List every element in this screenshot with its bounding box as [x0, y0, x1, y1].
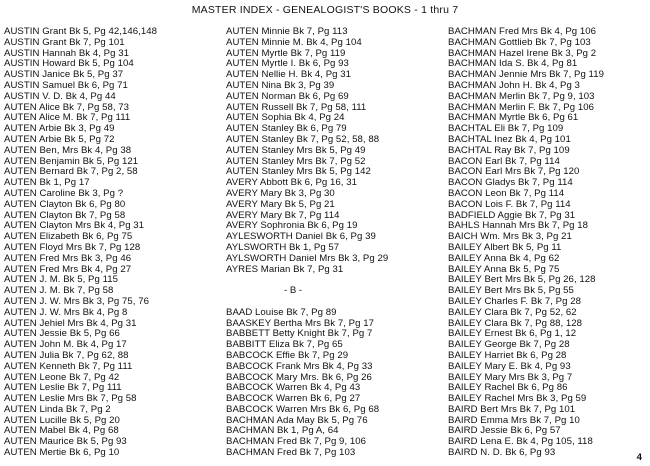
index-entry: AUTEN Myrtle I. Bk 6, Pg 93 [226, 58, 349, 70]
page-number: 4 [636, 452, 642, 463]
index-entry: BAASKEY Bertha Mrs Bk 7, Pg 17 [226, 317, 374, 329]
index-entry: AUSTIN Janice Bk 5, Pg 37 [4, 69, 124, 81]
index-entry: BACHMAN Merlin F. Bk 7, Pg 106 [448, 101, 594, 113]
index-entry: BAIRD Lena E. Bk 4, Pg 105, 118 [448, 436, 593, 448]
index-entry: BACON Leon Bk 7, Pg 114 [448, 187, 565, 199]
index-entry: BACHMAN Fred Mrs Bk 4, Pg 106 [448, 26, 597, 37]
index-entry: BABCOCK Frank Mrs Bk 4, Pg 33 [226, 360, 373, 372]
index-entry: AUTEN Stanley Bk 7, Pg 52, 58, 88 [226, 133, 380, 145]
index-entry: BAILEY Clara Bk 7, Pg 88, 128 [448, 317, 583, 329]
index-entry: BACON Earl Bk 7, Pg 114 [448, 155, 560, 167]
index-entry: BAILEY Anna Bk 4, Pg 62 [448, 252, 560, 264]
index-entry: BAILEY Mary Mrs Bk 3, Pg 7 [448, 371, 573, 383]
index-entry: BAIRD N. D. Bk 6, Pg 93 [448, 447, 556, 459]
index-entry: BACHMAN Jennie Mrs Bk 7, Pg 119 [448, 69, 604, 81]
index-entry: AUTEN Linda Bk 7, Pg 2 [4, 403, 111, 415]
index-entry: BAILEY Bert Mrs Bk 5, Pg 26, 128 [448, 274, 596, 286]
index-entry: AUTEN Clayton Bk 7, Pg 58 [4, 209, 126, 221]
index-entry: AUTEN Fred Mrs Bk 3, Pg 46 [4, 252, 132, 264]
index-entry: BACHMAN Myrtle Bk 6, Pg 61 [448, 112, 579, 124]
index-entry: BACHTAL Eli Bk 7, Pg 109 [448, 123, 564, 135]
index-entry: AUTEN J. M. Bk 7, Pg 58 [4, 285, 114, 297]
index-entry: BACHMAN Fred Bk 7, Pg 9, 106 [226, 436, 367, 448]
index-entry: AUTEN Sophia Bk 4, Pg 24 [226, 112, 345, 124]
index-entry: BAILEY Ernest Bk 6, Pg 1, 12 [448, 328, 577, 340]
index-entry: AUTEN Stanley Bk 6, Pg 79 [226, 123, 347, 135]
index-entry: BACHTAL Ray Bk 7, Pg 109 [448, 144, 570, 156]
index-entry: BAIRD Bert Mrs Bk 7, Pg 101 [448, 403, 576, 415]
index-entry: AUTEN Elizabeth Bk 6, Pg 75 [4, 231, 133, 243]
index-entry: BACHMAN Fred Bk 7, Pg 103 [226, 447, 356, 459]
index-entry: BABCOCK Warren Mrs Bk 6, Pg 68 [226, 403, 380, 415]
page-title: MASTER INDEX - GENEALOGIST'S BOOKS - 1 thru 7 [191, 4, 459, 16]
index-entry: AVERY Mary Bk 7, Pg 114 [226, 209, 340, 221]
index-entry: AYLSWORTH Bk 1, Pg 57 [226, 241, 340, 253]
index-entry: AUTEN Mertie Bk 6, Pg 10 [4, 447, 120, 459]
index-entry: BAIRD Emma Mrs Bk 7, Pg 10 [448, 414, 580, 426]
index-entry: BAILEY Rachel Bk 6, Pg 86 [448, 382, 568, 394]
index-entry: AUTEN Maurice Bk 5, Pg 93 [4, 436, 127, 448]
index-entry: BABCOCK Warren Bk 6, Pg 27 [226, 393, 361, 405]
index-entry: BABBITT Eliza Bk 7, Pg 65 [226, 339, 343, 351]
index-entry: AUTEN Minnie M. Bk 4, Pg 104 [226, 36, 362, 48]
index-entry: AUTEN Bernard Bk 7, Pg 2, 58 [4, 166, 138, 178]
index-entry: BACHMAN Ida S. Bk 4, Pg 81 [448, 58, 578, 70]
index-entry: BAILEY Mary E. Bk 4, Pg 93 [448, 360, 571, 372]
section-letter-heading: - B - [284, 285, 303, 297]
index-entry: AUSTIN V. D. Bk 4, Pg 44 [4, 90, 116, 102]
index-entry: AUTEN Alice Bk 7, Pg 58, 73 [4, 101, 130, 113]
index-entry: BAILEY Charles F. Bk 7, Pg 28 [448, 295, 581, 307]
index-entry: AUTEN Mabel Bk 4, Pg 68 [4, 425, 119, 437]
index-entry: AUTEN Fred Mrs Bk 4, Pg 27 [4, 263, 132, 275]
index-entry: AUTEN Kenneth Bk 7, Pg 111 [4, 360, 133, 372]
index-entry: BACHTAL Inez Bk 4, Pg 101 [448, 133, 571, 145]
index-entry: AUTEN Lucille Bk 5, Pg 20 [4, 414, 120, 426]
index-entry: AYLESWORTH Daniel Bk 6, Pg 39 [226, 231, 376, 243]
index-entry: AUSTIN Samuel Bk 6, Pg 71 [4, 79, 128, 91]
index-entry: BAILEY Anna Bk 5, Pg 75 [448, 263, 560, 275]
index-entry: AUTEN Clayton Bk 6, Pg 80 [4, 198, 126, 210]
index-entry: AYLSWORTH Daniel Mrs Bk 3, Pg 29 [226, 252, 389, 264]
index-entry: AUTEN Clayton Mrs Bk 4, Pg 31 [4, 220, 145, 232]
index-entry: BACHMAN Hazel Irene Bk 3, Pg 2 [448, 47, 597, 59]
index-entry: AUTEN Stanley Mrs Bk 7, Pg 52 [226, 155, 366, 167]
index-entry: BAILEY Clara Bk 7, Pg 52, 62 [448, 306, 577, 318]
index-entry: AUTEN Russell Bk 7, Pg 58, 111 [226, 101, 367, 113]
index-entry: AVERY Mary Bk 3, Pg 30 [226, 187, 335, 199]
index-entry: BAIRD Jessie Bk 6, Pg 57 [448, 425, 561, 437]
index-entry: AUSTIN Howard Bk 5, Pg 104 [4, 58, 134, 70]
index-entry: AUTEN J. W. Mrs Bk 4, Pg 8 [4, 306, 128, 318]
index-column-3 [448, 27, 650, 459]
index-entry: AUTEN Leone Bk 7, Pg 42 [4, 371, 120, 383]
index-entry: BADFIELD Aggie Bk 7, Pg 31 [448, 209, 576, 221]
index-entry: AUTEN Arbie Bk 5, Pg 72 [4, 133, 115, 145]
index-entry: AUTEN Bk 1, Pg 17 [4, 177, 90, 189]
index-entry: AUTEN Ben, Mrs Bk 4, Pg 38 [4, 144, 132, 156]
index-entry: AUTEN John M. Bk 4, Pg 17 [4, 339, 127, 351]
index-entry: AUTEN Jessie Bk 5, Pg 66 [4, 328, 120, 340]
index-entry: BAILEY Harriet Bk 6, Pg 28 [448, 349, 567, 361]
index-entry: AUTEN Floyd Mrs Bk 7, Pg 128 [4, 241, 141, 253]
index-entry: BABBETT Betty Knight Bk 7, Pg 7 [226, 328, 373, 340]
index-entry: AVERY Sophronia Bk 6, Pg 19 [226, 220, 358, 232]
index-entry: AUTEN Leslie Mrs Bk 7, Pg 58 [4, 393, 137, 405]
blank-line [226, 275, 446, 286]
index-entry: AUTEN Nina Bk 3, Pg 39 [226, 79, 335, 91]
index-entry: AUTEN Arbie Bk 3, Pg 49 [4, 123, 115, 135]
index-entry: AUTEN Alice M. Bk 7, Pg 111 [4, 112, 131, 124]
index-entry: AUSTIN Hannah Bk 4, Pg 31 [4, 47, 129, 59]
index-entry: BAILEY Rachel Mrs Bk 3, Pg 59 [448, 393, 587, 405]
index-entry: AYRES Marian Bk 7, Pg 31 [226, 263, 344, 275]
index-entry: BAILEY Bert Mrs Bk 5, Pg 55 [448, 285, 574, 297]
index-entry: AVERY Abbott Bk 6, Pg 16, 31 [226, 177, 358, 189]
index-entry: BACON Gladys Bk 7, Pg 114 [448, 177, 573, 189]
index-entry: BACON Earl Mrs Bk 7, Pg 120 [448, 166, 580, 178]
index-entry: BAILEY Albert Bk 5, Pg 11 [448, 241, 562, 253]
index-entry: AUTEN Stanley Mrs Bk 5, Pg 49 [226, 144, 366, 156]
index-entry: AUTEN Jehiel Mrs Bk 4, Pg 31 [4, 317, 137, 329]
index-entry: BAAD Louise Bk 7, Pg 89 [226, 306, 337, 318]
index-entry: AUTEN Minnie Bk 7, Pg 113 [226, 26, 348, 37]
index-entry: BABCOCK Effie Bk 7, Pg 29 [226, 349, 349, 361]
index-entry: AUSTIN Grant Bk 5, Pg 42,146,148 [4, 26, 158, 37]
index-entry: AUTEN Nellie H. Bk 4, Pg 31 [226, 69, 352, 81]
index-entry: BAHLS Hannah Mrs Bk 7, Pg 18 [448, 220, 589, 232]
index-entry: AUTEN Stanley Mrs Bk 5, Pg 142 [226, 166, 371, 178]
index-entry: AUTEN Norman Bk 6, Pg 69 [226, 90, 349, 102]
index-entry: AUTEN Leslie Bk 7, Pg 111 [4, 382, 122, 394]
index-entry: AUTEN J. M. Bk 5, Pg 115 [4, 274, 119, 286]
index-entry: AUTEN Benjamin Bk 5, Pg 121 [4, 155, 139, 167]
index-column-2 [226, 27, 446, 459]
index-entry: BAICH Wm. Mrs Bk 3, Pg 21 [448, 231, 572, 243]
index-entry: AUTEN J. W. Mrs Bk 3, Pg 75, 76 [4, 295, 149, 307]
index-entry: AUTEN Caroline Bk 3, Pg ? [4, 187, 124, 199]
index-entry: BABCOCK Warren Bk 4, Pg 43 [226, 382, 361, 394]
index-entry: BACHMAN John H. Bk 4, Pg 3 [448, 79, 580, 91]
index-entry: BACHMAN Ada May Bk 5, Pg 76 [226, 414, 368, 426]
index-entry: BACHMAN Bk 1, Pg A, 64 [226, 425, 339, 437]
index-entry: BACHMAN Gottlieb Bk 7, Pg 103 [448, 36, 591, 48]
index-entry: AUTEN Myrtle Bk 7, Pg 119 [226, 47, 346, 59]
index-entry: AUSTIN Grant Bk 7, Pg 101 [4, 36, 125, 48]
index-entry: AVERY Mary Bk 5, Pg 21 [226, 198, 335, 210]
index-entry: AUTEN Julia Bk 7, Pg 62, 88 [4, 349, 129, 361]
index-entry: BAILEY George Bk 7, Pg 28 [448, 339, 570, 351]
index-entry: BACON Lois F. Bk 7, Pg 114 [448, 198, 571, 210]
index-entry: BACHMAN Merlin Bk 7, Pg 9, 103 [448, 90, 595, 102]
index-entry: BABCOCK Mary Mrs. Bk 6, Pg 26 [226, 371, 372, 383]
index-column-1 [4, 27, 224, 459]
